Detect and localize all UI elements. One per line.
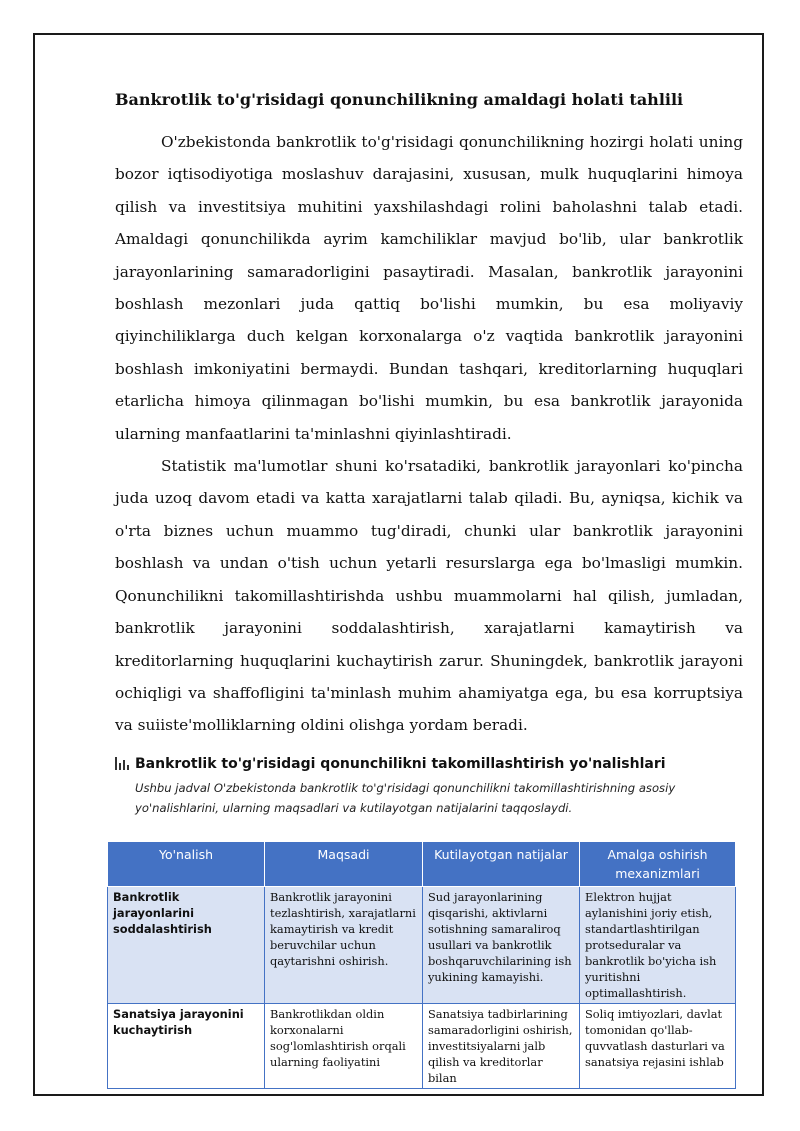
table-row: [108, 887, 736, 1004]
header-direction: Yo'nalish: [108, 842, 265, 887]
header-purpose: Maqsadi: [265, 842, 423, 887]
table-caption: Ushbu jadval O'zbekistonda bankrotlik to'g'risidagi qonunchilikni takomillashtirishning asosiy yo'nalishlarini, ularning maqsadlari va kutilayotgan natijalarini taqqoslaydi.: [135, 780, 676, 815]
header-expected-results: Kutilayotgan natijalar: [423, 842, 580, 887]
cell-direction: Sanatsiya jarayonini kuchaytirish: [108, 1004, 265, 1089]
cell-mechanisms: Soliq imtiyozlari, davlat tomonidan qo'llab-quvvatlash dasturlari va sanatsiya rejasini ishlab: [580, 1004, 736, 1089]
table-title-text: Bankrotlik to'g'risidagi qonunchilikni takomillashtirish yo'nalishlari: [135, 755, 666, 772]
cell-mechanisms: Elektron hujjat aylanishini joriy etish, standartlashtirilgan protseduralar va bankrotlik bo'yicha ish yuritishni optimallashtirish.: [580, 887, 736, 1004]
bar-chart-icon: [115, 757, 129, 770]
header-mechanisms: Amalga oshirish mexanizmlari: [580, 842, 736, 887]
directions-table: [107, 841, 736, 1089]
table-header-row: [108, 842, 736, 887]
cell-expected-results: Sanatsiya tadbirlarining samaradorligini oshirish, investitsiyalarni jalb qilish va kreditorlar bilan: [423, 1004, 580, 1089]
cell-direction: Bankrotlik jarayonlarini soddalashtirish: [108, 887, 265, 1004]
paragraph-1: O'zbekistonda bankrotlik to'g'risidagi qonunchilikning hozirgi holati uning bozor iqtisodiyotiga moslashuv darajasini, xususan, mulk huquqlarini himoya qilish va investitsiya muhitini yaxshilashdagi rolini baholashni talab etadi. Amaldagi qonunchilikda ayrim kamchiliklar mavjud bo'lib, ular bankrotlik jarayonlarining samaradorligini pasaytiradi. Masalan, bankrotlik jarayonini boshlash mezonlari juda qattiq bo'lishi mumkin, bu esa moliyaviy qiyinchiliklarga duch kelgan korxonalarga o'z vaqtida bankrotlik jarayonini boshlash imkoniyatini bermaydi. Bundan tashqari, kreditorlarning huquqlari etarlicha himoya qilinmagan bo'lishi mumkin, bu esa bankrotlik jarayonida ularning manfaatlarini ta'minlashni qiyinlashtiradi.: [115, 133, 743, 443]
paragraph-2: Statistik ma'lumotlar shuni ko'rsatadiki, bankrotlik jarayonlari ko'pincha juda uzoq davom etadi va katta xarajatlarni talab qiladi. Bu, ayniqsa, kichik va o'rta biznes uchun muammo tug'diradi, chunki ular bankrotlik jarayonini boshlash va undan o'tish uchun yetarli resurslarga ega bo'lmasligi mumkin. Qonunchilikni takomillashtirishda ushbu muammolarni hal qilish, jumladan, bankrotlik jarayonini soddalashtirish, xarajatlarni kamaytirish va kreditorlarning huquqlarini kuchaytirish zarur. Shuningdek, bankrotlik jarayoni ochiqligi va shaffofligini ta'minlash muhim ahamiyatga ega, bu esa korruptsiya va suiiste'molliklarning oldini olishga yordam beradi.: [115, 457, 743, 735]
cell-expected-results: Sud jarayonlarining qisqarishi, aktivlarni sotishning samaraliroq usullari va bankrotlik boshqaruvchilarining ish yukining kamayishi.: [423, 887, 580, 1004]
table-row: [108, 1004, 736, 1089]
section-heading: Bankrotlik to'g'risidagi qonunchilikning amaldagi holati tahlili: [115, 90, 684, 109]
cell-purpose: Bankrotlik jarayonini tezlashtirish, xarajatlarni kamaytirish va kredit beruvchilar uchun qaytarishni oshirish.: [265, 887, 423, 1004]
document-body: [115, 88, 743, 826]
table-heading: [115, 756, 743, 772]
cell-purpose: Bankrotlikdan oldin korxonalarni sog'lomlashtirish orqali ularning faoliyatini: [265, 1004, 423, 1089]
